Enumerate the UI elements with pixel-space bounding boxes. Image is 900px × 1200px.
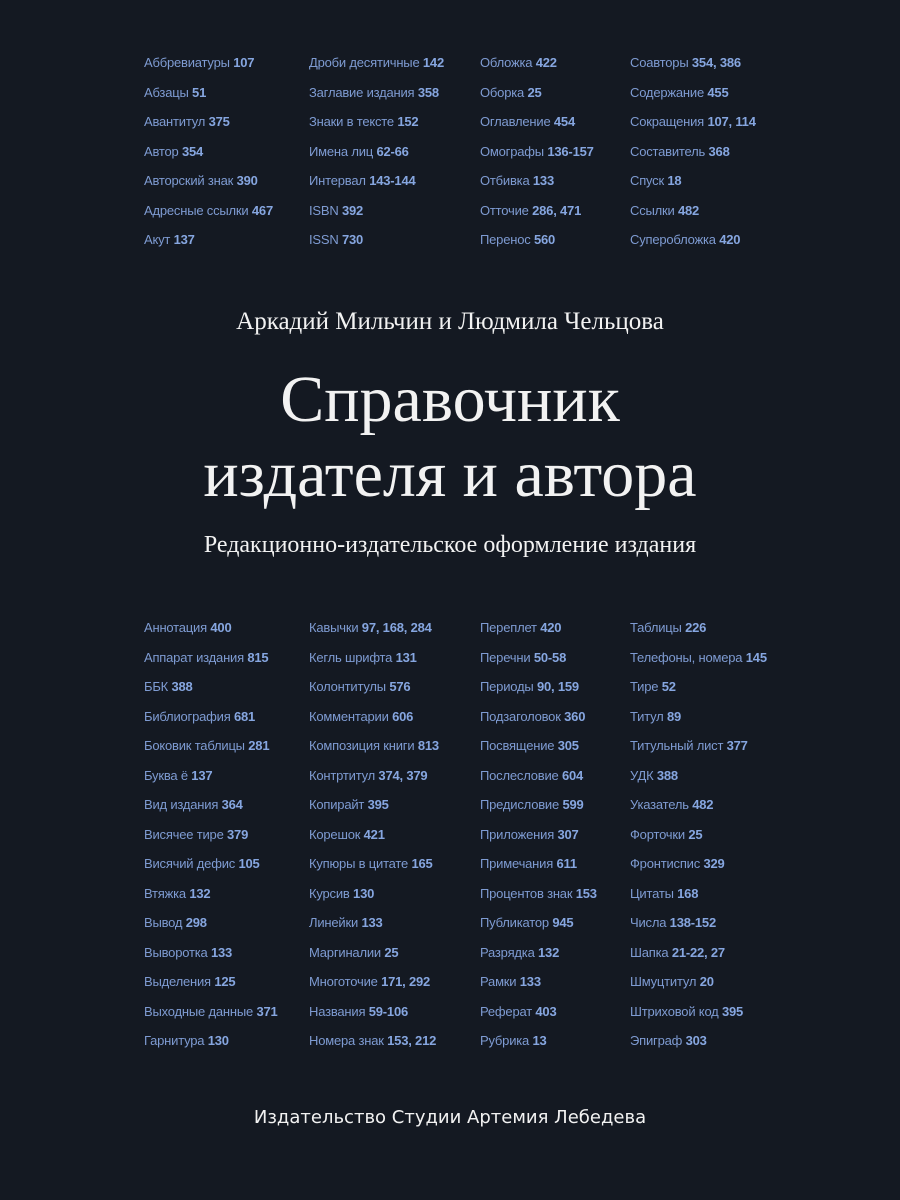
index-pages: 307 (557, 826, 579, 842)
index-entry (144, 203, 273, 233)
index-term: Композиция книги (309, 738, 415, 753)
index-pages: 374, 379 (378, 767, 428, 783)
index-term: Суперобложка (630, 232, 716, 247)
index-term: Содержание (630, 84, 704, 100)
index-entry (309, 886, 439, 916)
index-entry (630, 85, 756, 115)
index-pages: 107 (233, 55, 255, 70)
index-entry (144, 85, 273, 115)
book-title (0, 362, 900, 512)
index-term: Оглавление (480, 114, 551, 129)
index-entry (144, 173, 273, 203)
authors: Аркадий Мильчин и Людмила Чельцова (236, 308, 664, 335)
index-term: Линейки (309, 915, 359, 930)
index-term: Послесловие (480, 767, 559, 783)
index-term: Фронтиспис (630, 856, 701, 871)
index-pages: 599 (562, 797, 584, 812)
index-pages: 18 (667, 173, 682, 188)
index-pages: 136-157 (547, 143, 594, 159)
index-term: Тире (630, 679, 659, 694)
index-term: Кегль шрифта (309, 649, 393, 665)
index-term: Маргиналии (309, 944, 381, 960)
index-entry (309, 1004, 439, 1034)
index-pages: 945 (552, 915, 574, 930)
index-term: Перечни (480, 649, 531, 665)
index-entry (630, 173, 756, 203)
index-pages: 360 (564, 708, 586, 724)
index-term: УДК (630, 767, 654, 783)
index-entry (480, 974, 597, 1004)
index-term: Гарнитура (144, 1033, 205, 1048)
index-entry (144, 1033, 278, 1063)
index-pages: 52 (661, 679, 676, 694)
index-pages: 21-22, 27 (671, 944, 725, 960)
index-pages: 168 (677, 885, 699, 901)
index-pages: 89 (666, 708, 682, 724)
index-pages: 20 (699, 974, 714, 989)
index-pages: 13 (532, 1033, 547, 1048)
index-pages: 125 (214, 974, 236, 989)
index-term: Знаки в тексте (309, 114, 394, 129)
index-pages: 107, 114 (707, 114, 756, 129)
index-term: Заглавие издания (309, 84, 415, 100)
index-column (480, 55, 594, 262)
index-entry (309, 144, 444, 174)
index-term: Корешок (309, 826, 361, 842)
index-term: Обложка (480, 55, 533, 70)
index-pages: 611 (556, 856, 577, 871)
index-entry (309, 768, 439, 798)
index-pages: 392 (341, 202, 364, 218)
index-entry (630, 650, 767, 680)
index-term: Ссылки (630, 202, 675, 218)
index-pages: 420 (719, 232, 741, 247)
index-term: Акут (144, 232, 171, 247)
index-pages: 390 (236, 173, 258, 188)
index-pages: 132 (538, 944, 560, 960)
index-entry (309, 974, 439, 1004)
index-entry (144, 232, 273, 262)
index-term: Автор (144, 143, 179, 159)
index-entry (309, 856, 439, 886)
index-pages: 130 (207, 1033, 229, 1048)
index-column (309, 55, 444, 262)
index-term: Выворотка (144, 944, 208, 960)
index-pages: 454 (553, 114, 575, 129)
index-entry (630, 856, 767, 886)
index-entry (630, 797, 767, 827)
index-entry (630, 738, 767, 768)
index-column (309, 620, 439, 1063)
index-entry (144, 650, 278, 680)
index-entry (309, 945, 439, 975)
index-entry (144, 827, 278, 857)
index-entry (309, 827, 439, 857)
index-entry (309, 709, 439, 739)
index-term: Процентов знак (480, 885, 573, 901)
index-entry (144, 679, 278, 709)
index-column (144, 55, 273, 262)
index-column (144, 620, 278, 1063)
index-pages: 153, 212 (387, 1033, 437, 1048)
index-pages: 50-58 (533, 649, 567, 665)
index-term: Названия (309, 1003, 366, 1019)
index-term: Вывод (144, 915, 183, 930)
index-entry (144, 620, 278, 650)
index-entry (144, 945, 278, 975)
index-term: Шмуцтитул (630, 974, 697, 989)
index-pages: 145 (745, 649, 767, 665)
publisher: Издательство Студии Артемия Лебедева (253, 1107, 647, 1128)
index-entry (144, 55, 273, 85)
index-pages: 354, 386 (691, 55, 741, 70)
index-term: Курсив (309, 885, 350, 901)
index-entry (309, 738, 439, 768)
index-entry (630, 827, 767, 857)
index-term: Имена лиц (309, 143, 374, 159)
index-term: Аббревиатуры (144, 55, 230, 70)
index-term: Числа (630, 915, 667, 930)
index-term: Боковик таблицы (144, 738, 245, 753)
index-pages: 377 (726, 738, 748, 753)
index-entry (480, 679, 597, 709)
index-pages: 403 (535, 1003, 557, 1019)
index-entry (630, 974, 767, 1004)
index-pages: 467 (251, 202, 273, 218)
index-pages: 59-106 (368, 1003, 409, 1019)
index-term: Сокращения (630, 114, 705, 129)
index-pages: 303 (685, 1033, 707, 1048)
index-entry (144, 144, 273, 174)
index-pages: 371 (256, 1003, 278, 1019)
index-term: ISSN (309, 232, 339, 247)
index-term: Перенос (480, 232, 531, 247)
index-column (630, 55, 756, 262)
index-term: Титул (630, 708, 664, 724)
index-entry (480, 856, 597, 886)
index-entry (144, 114, 273, 144)
index-term: Библиография (144, 708, 231, 724)
index-entry (630, 144, 756, 174)
index-term: Публикатор (480, 915, 549, 930)
index-pages: 305 (557, 738, 579, 753)
index-entry (309, 1033, 439, 1063)
index-pages: 576 (389, 679, 411, 694)
index-term: Штриховой код (630, 1003, 719, 1019)
index-term: Копирайт (309, 797, 365, 812)
index-pages: 421 (363, 826, 385, 842)
index-entry (480, 797, 597, 827)
index-entry (630, 203, 756, 233)
index-pages: 813 (417, 738, 439, 753)
index-term: Отбивка (480, 173, 530, 188)
index-entry (630, 945, 767, 975)
index-term: Комментарии (309, 708, 389, 724)
index-entry (309, 232, 444, 262)
index-entry (630, 679, 767, 709)
index-pages: 681 (233, 708, 256, 724)
index-entry (144, 1004, 278, 1034)
index-entry (309, 620, 439, 650)
index-term: Телефоны, номера (630, 649, 743, 665)
index-pages: 400 (210, 620, 232, 635)
title-line-2: издателя и автора (203, 438, 697, 511)
index-pages: 358 (417, 84, 439, 100)
index-entry (144, 797, 278, 827)
index-entry (144, 709, 278, 739)
index-term: Эпиграф (630, 1033, 683, 1048)
index-entry (144, 974, 278, 1004)
index-term: Подзаголовок (480, 708, 561, 724)
index-entry (309, 85, 444, 115)
index-entry (309, 797, 439, 827)
subtitle: Редакционно-издательское оформление издания (203, 532, 697, 558)
index-entry (480, 915, 597, 945)
index-column (480, 620, 597, 1063)
index-pages: 482 (678, 202, 700, 218)
index-pages: 138-152 (669, 915, 716, 930)
index-entry (309, 679, 439, 709)
index-pages: 137 (191, 767, 213, 783)
index-term: Дроби десятичные (309, 55, 420, 70)
index-column (630, 620, 767, 1063)
index-pages: 388 (656, 767, 678, 783)
index-pages: 143-144 (369, 173, 416, 188)
index-entry (480, 827, 597, 857)
index-term: Авторский знак (144, 173, 234, 188)
index-term: Интервал (309, 173, 366, 188)
index-term: Цитаты (630, 885, 674, 901)
index-entry (480, 1033, 597, 1063)
index-term: Форточки (630, 826, 685, 842)
index-term: Составитель (630, 143, 706, 159)
index-pages: 422 (535, 55, 557, 70)
index-entry (630, 915, 767, 945)
index-entry (630, 886, 767, 916)
index-term: Таблицы (630, 620, 682, 635)
index-term: Рамки (480, 974, 517, 989)
index-term: Шапка (630, 944, 669, 960)
index-entry (480, 144, 594, 174)
index-term: Кавычки (309, 620, 359, 635)
index-pages: 132 (189, 885, 211, 901)
index-pages: 25 (527, 84, 542, 100)
index-pages: 97, 168, 284 (361, 620, 432, 635)
index-pages: 171, 292 (381, 974, 431, 989)
index-pages: 133 (210, 944, 233, 960)
index-entry (480, 650, 597, 680)
index-pages: 62-66 (376, 143, 409, 159)
index-entry (144, 738, 278, 768)
index-entry (480, 1004, 597, 1034)
index-entry (480, 85, 594, 115)
index-pages: 25 (384, 944, 399, 960)
index-pages: 130 (353, 885, 375, 901)
index-term: Адресные ссылки (144, 202, 249, 218)
index-pages: 226 (685, 620, 707, 635)
title-line-1: Справочник (280, 363, 620, 436)
index-term: Висячее тире (144, 826, 224, 842)
index-entry (480, 620, 597, 650)
index-pages: 105 (238, 856, 260, 871)
index-pages: 286, 471 (532, 202, 582, 218)
index-term: Аппарат издания (144, 649, 244, 665)
index-term: Рубрика (480, 1033, 530, 1048)
index-pages: 133 (519, 974, 541, 989)
index-pages: 375 (208, 114, 230, 129)
index-entry (309, 173, 444, 203)
index-entry (309, 114, 444, 144)
index-pages: 137 (173, 232, 195, 247)
index-pages: 815 (247, 649, 269, 665)
index-term: Периоды (480, 679, 534, 694)
index-pages: 560 (533, 232, 556, 247)
index-entry (309, 915, 439, 945)
index-entry (630, 768, 767, 798)
index-pages: 90, 159 (536, 679, 579, 694)
index-term: Отточие (480, 202, 529, 218)
index-pages: 482 (692, 797, 714, 812)
index-entry (480, 945, 597, 975)
index-entry (630, 620, 767, 650)
index-pages: 364 (221, 797, 243, 812)
index-entry (144, 915, 278, 945)
index-pages: 298 (185, 915, 207, 930)
index-pages: 133 (361, 915, 383, 930)
index-pages: 379 (227, 826, 249, 842)
index-entry (630, 55, 756, 85)
index-term: Выходные данные (144, 1003, 254, 1019)
index-term: ISBN (309, 202, 339, 218)
index-pages: 131 (395, 649, 417, 665)
index-entry (480, 232, 594, 262)
index-pages: 142 (422, 55, 444, 70)
index-term: Многоточие (309, 974, 378, 989)
index-pages: 153 (575, 885, 597, 901)
index-term: Висячий дефис (144, 856, 236, 871)
index-pages: 133 (532, 173, 554, 188)
index-pages: 395 (722, 1003, 744, 1019)
index-term: Указатель (630, 797, 689, 812)
index-entry (480, 768, 597, 798)
index-term: Выделения (144, 974, 211, 989)
index-term: Разрядка (480, 944, 535, 960)
index-entry (630, 114, 756, 144)
index-entry (480, 886, 597, 916)
index-term: Соавторы (630, 55, 689, 70)
index-term: Посвящение (480, 738, 555, 753)
index-entry (144, 856, 278, 886)
index-term: Колонтитулы (309, 679, 386, 694)
index-term: Буква ё (144, 767, 188, 783)
index-term: Оборка (480, 84, 525, 100)
index-pages: 606 (392, 708, 414, 724)
index-term: Примечания (480, 856, 554, 871)
index-entry (630, 1004, 767, 1034)
index-term: Приложения (480, 826, 555, 842)
index-entry (480, 55, 594, 85)
index-pages: 25 (688, 826, 703, 842)
index-term: Переплет (480, 620, 537, 635)
index-term: Контртитул (309, 767, 375, 783)
index-term: Спуск (630, 173, 664, 188)
index-pages: 368 (708, 143, 730, 159)
index-pages: 730 (341, 232, 364, 247)
index-term: Аннотация (144, 620, 207, 635)
index-pages: 51 (192, 84, 207, 100)
index-entry (630, 1033, 767, 1063)
index-pages: 604 (561, 767, 584, 783)
index-pages: 281 (248, 738, 270, 753)
index-entry (480, 709, 597, 739)
index-pages: 329 (703, 856, 725, 871)
index-entry (480, 203, 594, 233)
index-term: Реферат (480, 1003, 532, 1019)
index-entry (480, 173, 594, 203)
index-entry (480, 114, 594, 144)
index-entry (144, 886, 278, 916)
index-term: Втяжка (144, 885, 186, 901)
index-term: Титульный лист (630, 738, 724, 753)
index-term: Авантитул (144, 114, 206, 129)
index-pages: 455 (707, 84, 729, 100)
index-entry (309, 203, 444, 233)
index-entry (630, 709, 767, 739)
index-entry (630, 232, 756, 262)
index-term: Омографы (480, 143, 544, 159)
index-term: Номера знак (309, 1033, 384, 1048)
index-entry (309, 55, 444, 85)
index-entry (309, 650, 439, 680)
index-term: Предисловие (480, 797, 560, 812)
index-pages: 395 (367, 797, 389, 812)
index-term: Вид издания (144, 797, 219, 812)
index-entry (480, 738, 597, 768)
index-term: Купюры в цитате (309, 856, 409, 871)
index-entry (144, 768, 278, 798)
index-pages: 152 (397, 114, 419, 129)
index-term: Абзацы (144, 84, 189, 100)
index-pages: 388 (171, 679, 193, 694)
index-pages: 354 (181, 143, 204, 159)
index-pages: 420 (540, 620, 562, 635)
index-pages: 165 (411, 856, 433, 871)
index-term: ББК (144, 679, 169, 694)
